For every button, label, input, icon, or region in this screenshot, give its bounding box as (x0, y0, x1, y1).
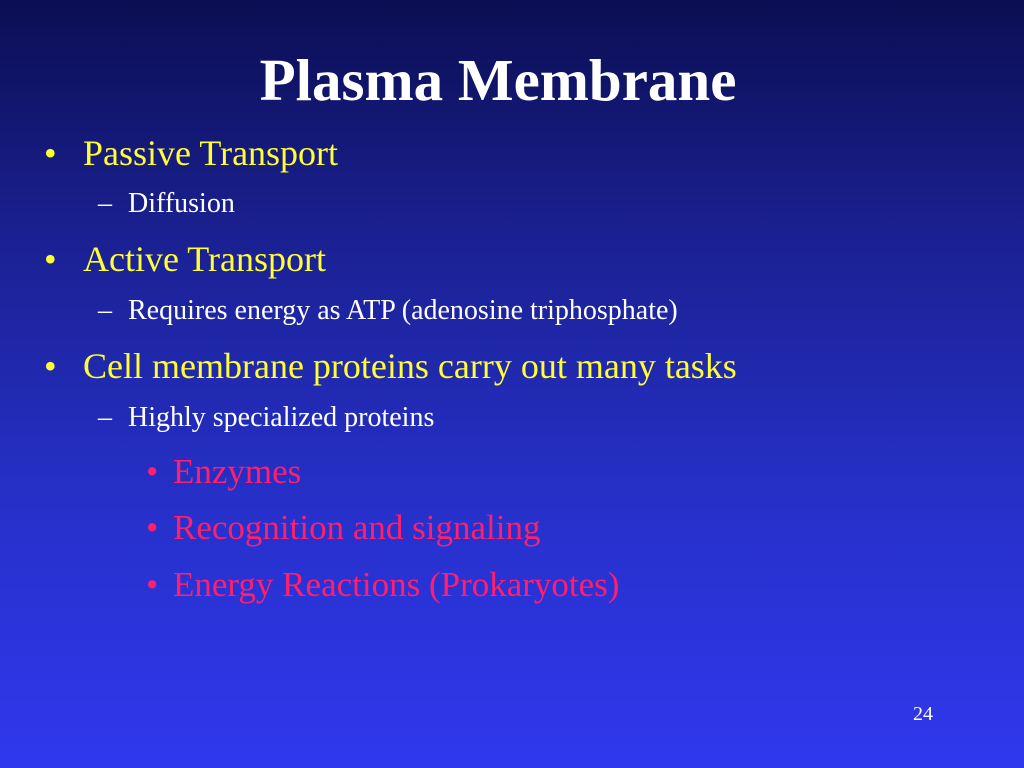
dash-marker: – (98, 402, 112, 433)
sub-bullet-text: Diffusion (128, 188, 235, 219)
bullet-text: Passive Transport (83, 133, 339, 173)
sub-sub-bullet-enzymes (146, 452, 301, 492)
dash-marker: – (98, 295, 112, 326)
sub-bullet-atp (98, 295, 678, 327)
slide-number: 24 (913, 703, 933, 725)
sub-sub-bullet-text: Enzymes (173, 452, 302, 491)
bullet-marker: • (146, 508, 159, 547)
bullet-active-transport (44, 239, 326, 279)
bullet-text: Active Transport (83, 239, 326, 279)
sub-bullet-text: Highly specialized proteins (128, 402, 435, 433)
bullet-marker: • (44, 239, 57, 279)
bullet-marker: • (44, 133, 57, 173)
bullet-marker: • (44, 346, 57, 386)
bullet-marker: • (146, 452, 159, 491)
bullet-text: Cell membrane proteins carry out many tasks (83, 346, 737, 386)
sub-sub-bullet-text: Energy Reactions (Prokaryotes) (173, 565, 620, 604)
sub-sub-bullet-text: Recognition and signaling (173, 508, 541, 547)
bullet-marker: • (146, 565, 159, 604)
bullet-membrane-proteins (44, 346, 737, 386)
sub-sub-bullet-recognition (146, 508, 540, 548)
sub-bullet-specialized-proteins (98, 402, 434, 434)
bullet-passive-transport (44, 133, 338, 173)
sub-sub-bullet-energy-reactions (146, 565, 619, 605)
slide-title: Plasma Membrane (259, 47, 737, 113)
sub-bullet-diffusion (98, 188, 235, 220)
dash-marker: – (98, 188, 112, 219)
sub-bullet-text: Requires energy as ATP (adenosine triphosphate) (128, 295, 678, 326)
